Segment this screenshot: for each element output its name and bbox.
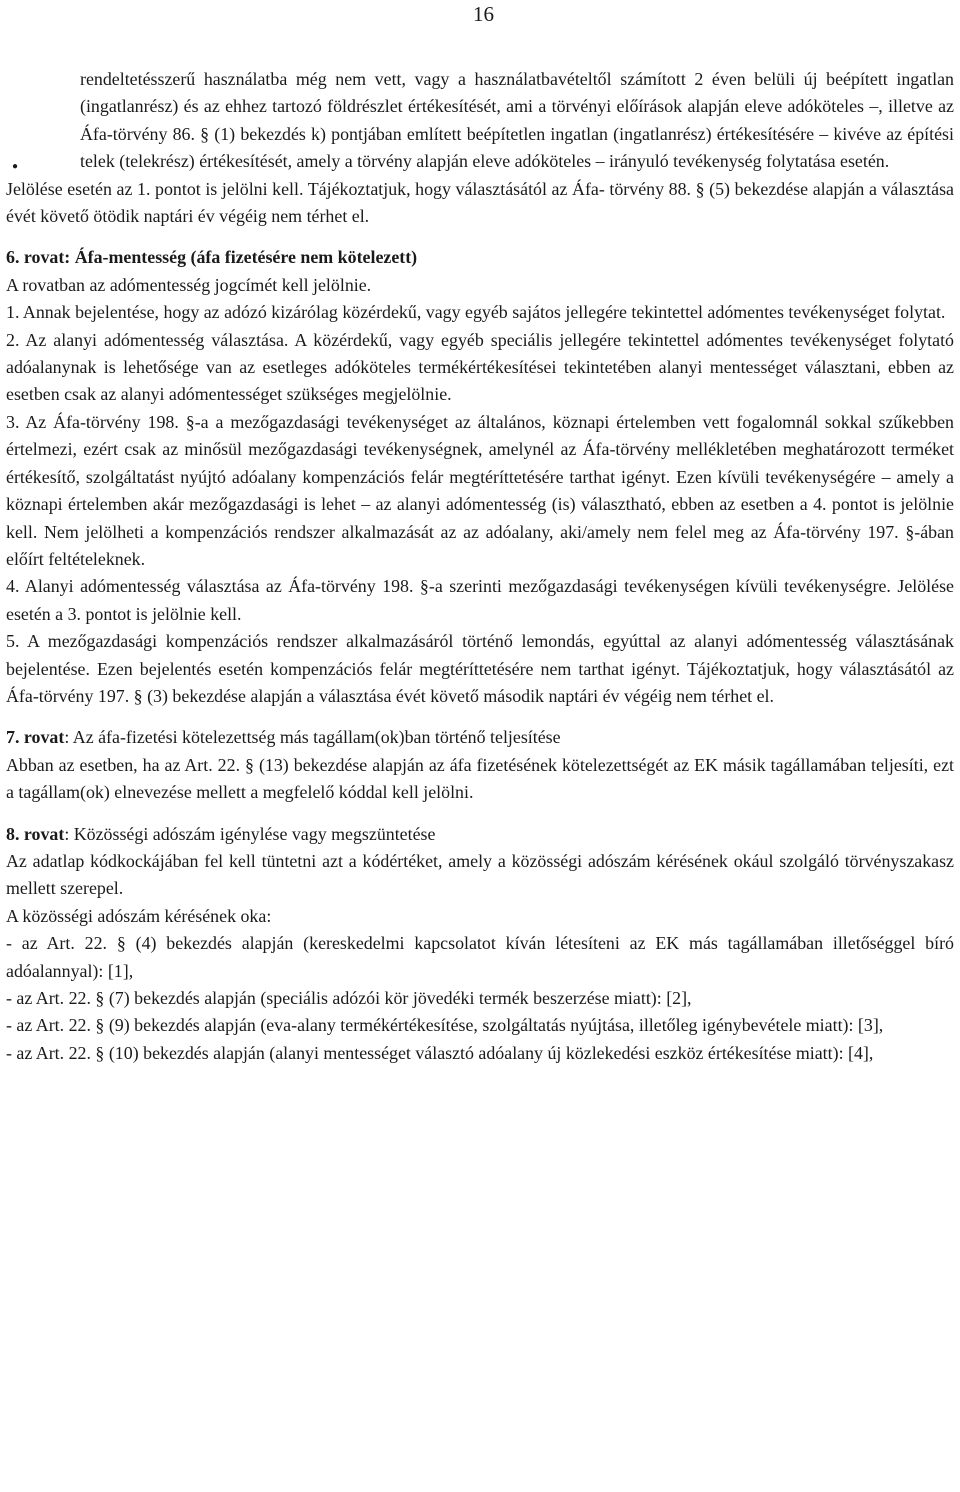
- spacer: [6, 230, 954, 244]
- section-6-line: A rovatban az adómentesség jogcímét kell jelölnie.: [6, 274, 372, 295]
- section-8-reason-3: - az Art. 22. § (9) bekezdés alapján (eva-alany termékértékesítése, szolgáltatás nyújtása, illetőleg igénybevétele miatt): [3],: [6, 1015, 884, 1036]
- section-8-reason-1: - az Art. 22. § (4) bekezdés alapján (kereskedelmi kapcsolatot kíván létesíteni az EK más tagállamában illetőséggel bíró adóalannyal): [1],: [6, 933, 954, 981]
- intro-paragraph: Jelölése esetén az 1. pontot is jelölni kell. Tájékoztatjuk, hogy választásától az Áfa- törvény 88. § (5) bekezdése alapján a választása évét követő ötödik naptári év végéig nem térhet el.: [6, 178, 954, 227]
- section-7-title: : Az áfa-fizetési kötelezettség más tagállam(ok)ban történő teljesítése: [64, 727, 561, 748]
- spacer: [6, 710, 954, 724]
- document-body: [6, 66, 954, 1067]
- page-number: 16: [473, 2, 494, 26]
- section-6-item-1: 1. Annak bejelentése, hogy az adózó kizárólag közérdekű, vagy egyéb sajátos jellegére tekintettel adómentes tevékenységet folytat.: [6, 302, 946, 323]
- section-7-heading: [6, 724, 954, 751]
- section-8-heading: [6, 821, 954, 848]
- bullet-icon: ●: [12, 161, 19, 172]
- section-7-label: 7. rovat: [6, 727, 65, 748]
- section-6-heading: 6. rovat: Áfa-mentesség (áfa fizetésére nem kötelezett): [6, 247, 418, 268]
- section-8-reasons-heading: A közösségi adószám kérésének oka:: [6, 905, 272, 926]
- section-8-reason-2: - az Art. 22. § (7) bekezdés alapján (speciális adózói kör jövedéki termék beszerzése miatt): [2],: [6, 988, 692, 1008]
- section-7-body: Abban az esetben, ha az Art. 22. § (13) bekezdése alapján az áfa fizetésének kötelezettségét az EK másik tagállamában teljesíti, ezt a tagállam(ok) elnevezése mellett a megfelelő kóddal kell jelölni.: [6, 754, 954, 803]
- section-8-title: : Közösségi adószám igénylése vagy megszüntetése: [64, 823, 436, 844]
- bullet-item: [6, 66, 954, 176]
- bullet-text: rendeltetésszerű használatba még nem vett, vagy a használatbavételtől számított 2 éven belüli új beépített ingatlan (ingatlanrész) és az ehhez tartozó földrészlet értékesítését, ami a törvényi előírások alapján eleve adóköteles –, illetve az Áfa-törvény 86. § (1) bekezdés k) pontjában említett beépítetlen ingatlan (ingatlanrész) értékesítésére – kivéve az építési telek (telekrész) értékesítését, amely a törvény alapján eleve adóköteles – irányuló tevékenység folytatása esetén.: [80, 69, 954, 172]
- section-6-item-5: 5. A mezőgazdasági kompenzációs rendszer alkalmazásáról történő lemondás, egyúttal az alanyi adómentesség választásának bejelentése. Ezen bejelentés esetén kompenzációs felár megtéríttetésére nem tarthat igényt. Tájékoztatjuk, hogy választásától az Áfa-törvény 197. § (3) bekezdése alapján a választása évét követő második naptári év végéig nem térhet el.: [6, 631, 954, 706]
- section-6-item-4: 4. Alanyi adómentesség választása az Áfa-törvény 198. §-a szerinti mezőgazdasági tevékenységen kívüli tevékenységre. Jelölése esetén a 3. pontot is jelölnie kell.: [6, 576, 954, 624]
- section-6-item-3: 3. Az Áfa-törvény 198. §-a a mezőgazdasági tevékenységet az általános, köznapi értelemben vett fogalomnál sokkal szűkebben értelmezi, ezért csak az minősül mezőgazdasági tevékenységnek, amelynél az Áfa-törvény mellékletében meghatározott terméket értékesítő, szolgáltatást nyújtó adóalany kompenzációs felár megtéríttetésére tarthat igényt. Ezen kívüli tevékenységére – amely a köznapi értelemben akár mezőgazdasági is lehet – az alanyi adómentesség (is) választható, ebben az esetben a 4. pontot is jelölnie kell. Nem jelölheti a kompenzációs rendszer alkalmazását az az adóalany, aki/amely nem felel meg az Áfa-törvény 197. §-ában előírt feltételeknek.: [6, 411, 954, 569]
- spacer: [6, 807, 954, 821]
- section-6-item-2: 2. Az alanyi adómentesség választása. A közérdekű, vagy egyéb speciális jellegére tekintettel adómentes tevékenységet folytató adóalanynak is lehetősége van az esetleges adóköteles termékértékesítései tekintetében alanyi mentességet választani, ebben az esetben csak az alanyi adómentességet szükséges megjelölnie.: [6, 329, 954, 405]
- section-8-reason-4: - az Art. 22. § (10) bekezdés alapján (alanyi mentességet választó adóalany új közlekedési eszköz értékesítése miatt): [4],: [6, 1042, 874, 1063]
- section-8-body: Az adatlap kódkockájában fel kell tüntetni azt a kódértéket, amely a közösségi adószám kérésének okául szolgáló törvényszakasz mellett szerepel.: [6, 850, 954, 899]
- section-8-label: 8. rovat: [6, 823, 65, 844]
